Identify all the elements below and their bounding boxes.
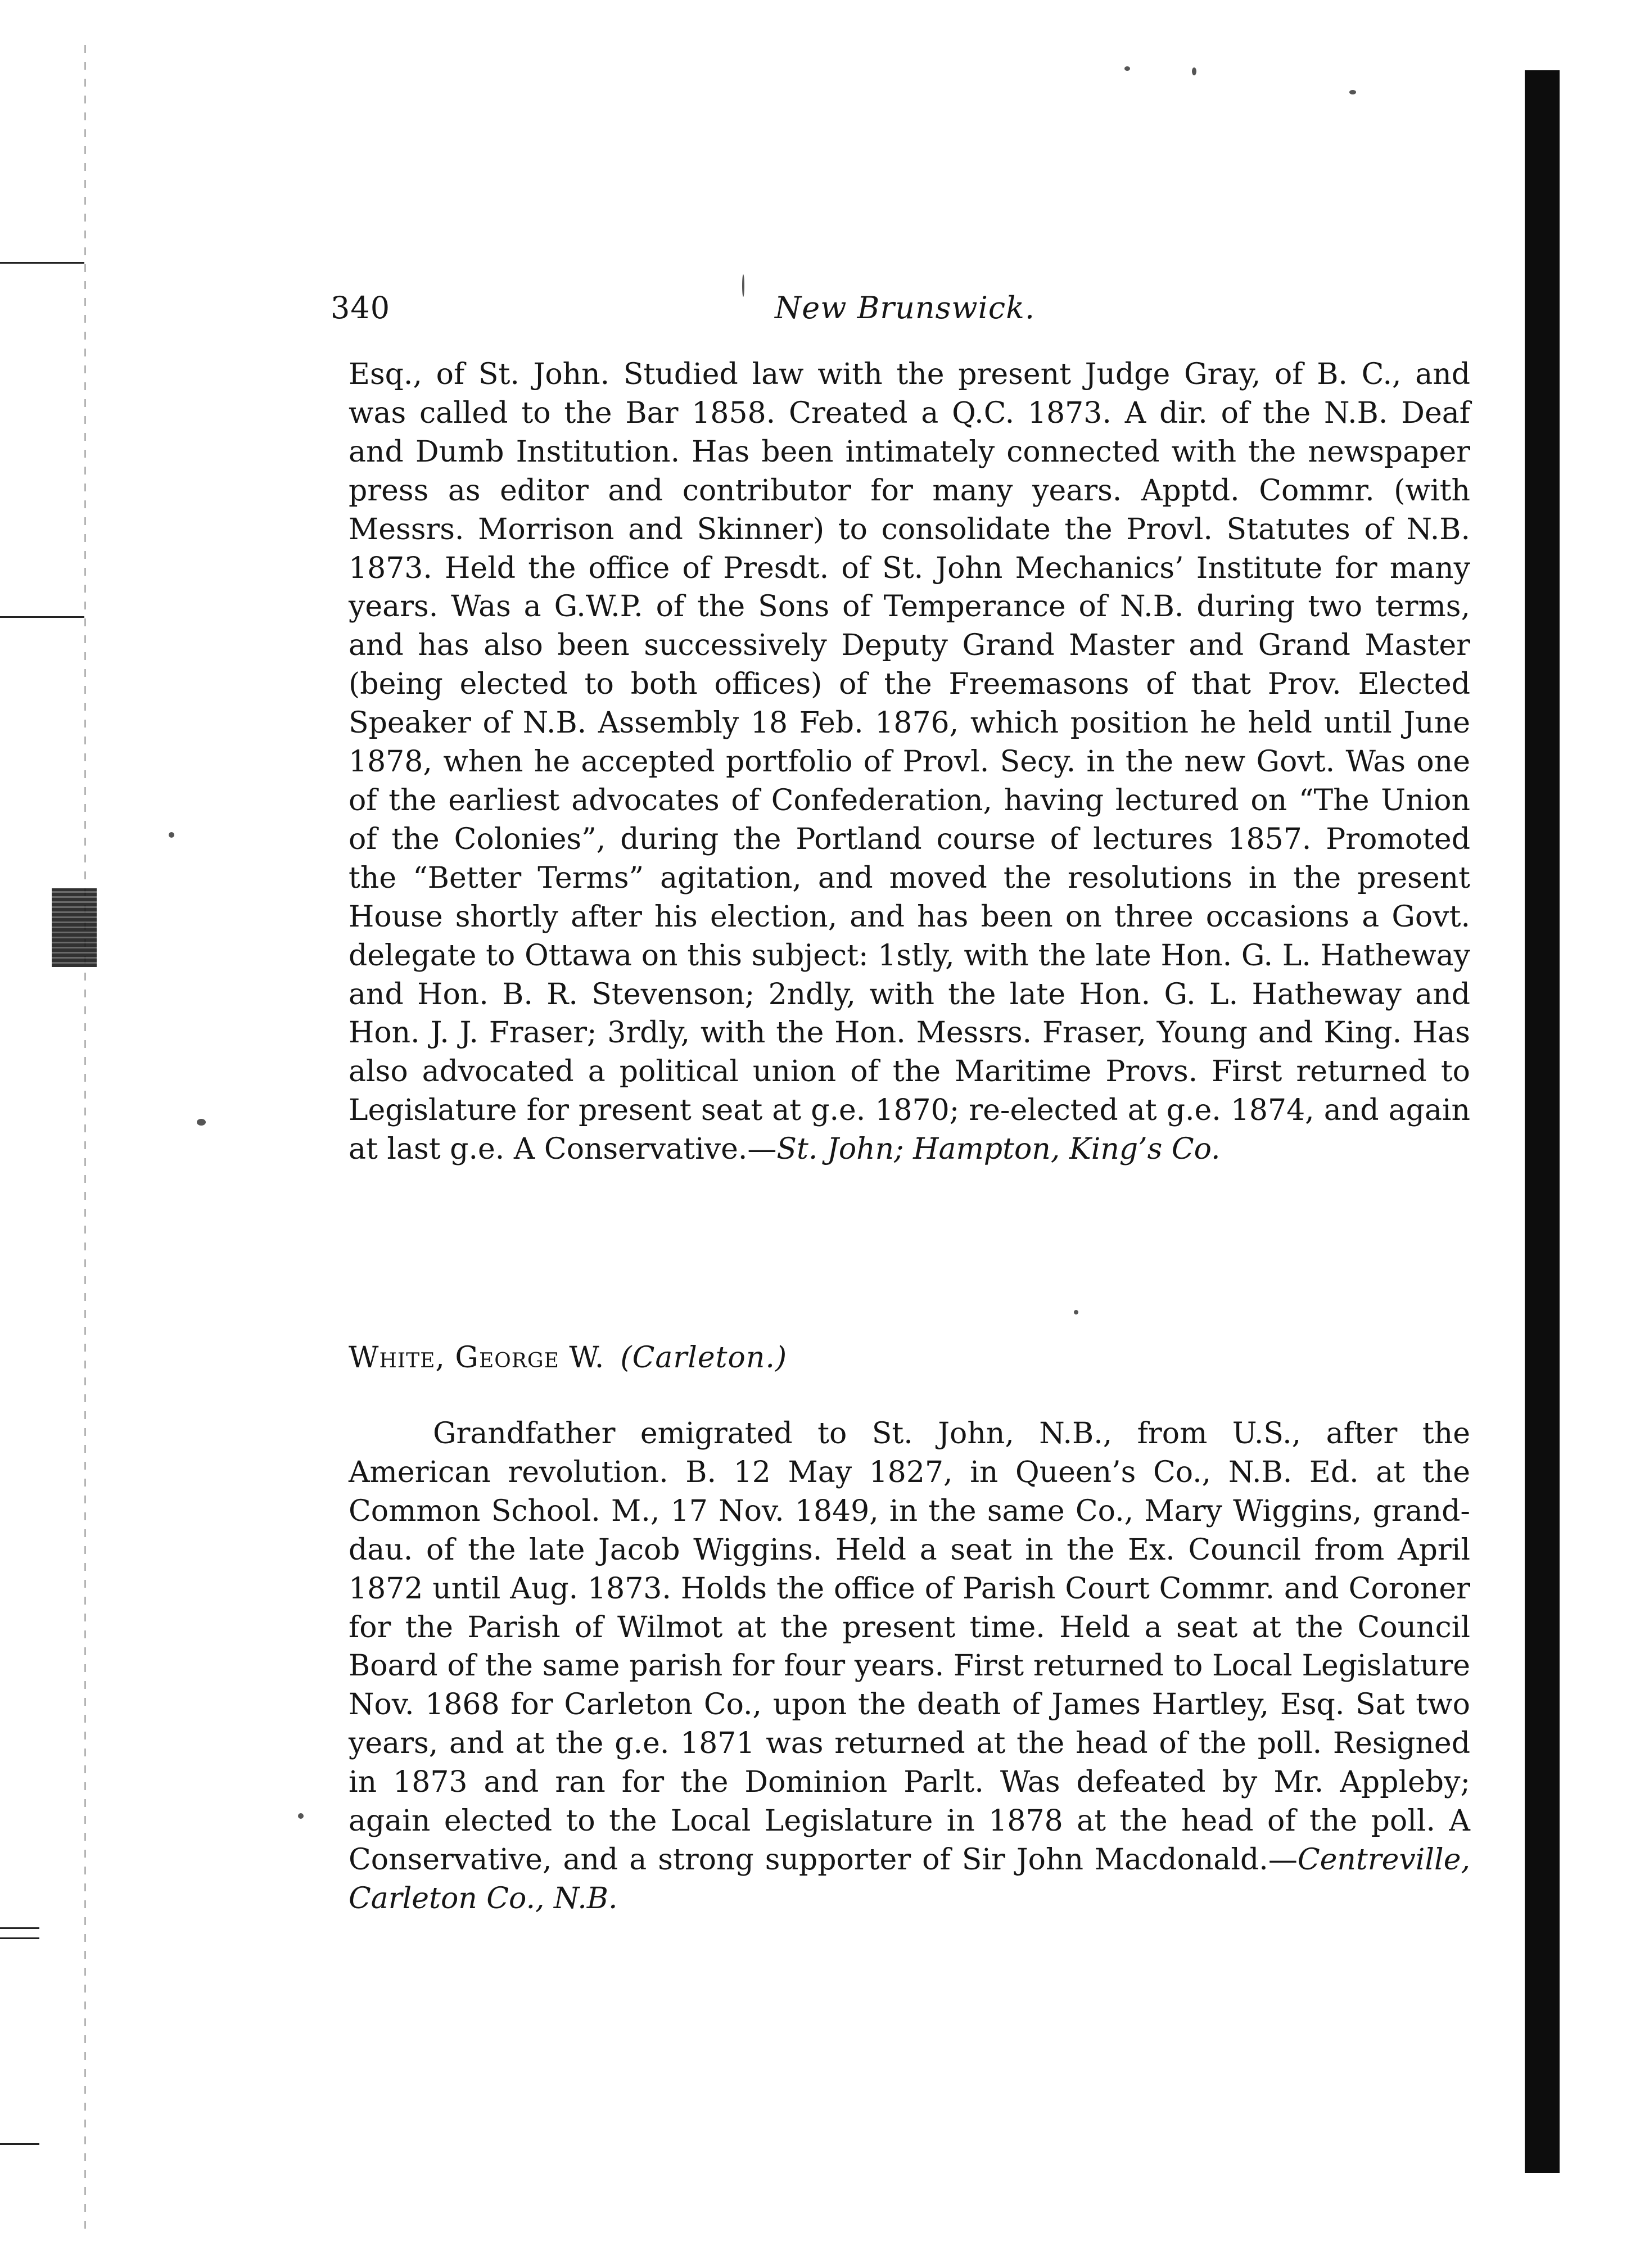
continued-entry-address: St. John; Hampton, King’s Co. [776,1132,1221,1167]
scan-margin-tick [0,2143,39,2145]
scan-dark-edge [1525,70,1560,2173]
scan-speck [1124,66,1130,71]
entry-address: Centreville, Carleton Co., N.B. [349,1842,1470,1915]
scan-margin-tick [0,616,84,618]
page-header [331,290,1433,335]
scan-margin-tick [0,1927,39,1929]
continued-entry-body: Esq., of St. John. Studied law with the present Judge Gray, of B. C., and was called to the Bar 1858. Created a Q.C. 1873. A dir. of the N.B. Deaf and Dumb Institution. Has been intimately connected with the newspaper press as editor and contributor for many years. Apptd. Commr. (with Messrs. Morrison and Skinner) to consolidate the Provl. Statutes of N.B. 1873. Held the office of Presdt. of St. John Mechanics’ Institute for many years. Was a G.W.P. of the Sons of Temperance of N.B. during two terms, and has also been successively Deputy Grand Master and Grand Master (being elected to both offices) of the Freemasons of that Prov. Elected Speaker of N.B. Assembly 18 Feb. 1876, which position he held until June 1878, when he accepted portfolio of Provl. Secy. in the new Govt. Was one of the earliest advocates of Confederation, having lectured on “The Union of the Colonies”, during the Portland course of lectures 1857. Promoted the “Better Terms” agitation, and moved the resolutions in the present House shortly after his election, and has been on three occasions a Govt. delegate to Ottawa on this subject: 1stly, with the late Hon. G. L. Hatheway and Hon. B. R. Stevenson; 2ndly, with the late Hon. G. L. Hatheway and Hon. J. J. Fraser; 3rdly, with the Hon. Messrs. Fraser, Young and King. Has also advocated a political union of the Maritime Provs. First returned to Legislature for present seat at g.e. 1870; re-elected at g.e. 1874, and again at last g.e. A Conservative.— [349,358,1470,1167]
scan-margin-tick [0,1937,39,1939]
entry-name: White, George W. [349,1341,605,1375]
entry-heading [349,1341,787,1375]
scan-speck [197,1119,206,1126]
scan-speck [298,1813,304,1819]
scan-speck [1074,1310,1078,1314]
entry-body: Grandfather emigrated to St. John, N.B., from U.S., after the American revolution. B. 12 May 1827, in Queen’s Co., N.B. Ed. at the Common School. M., 17 Nov. 1849, in the same Co., Mary Wiggins, grand-dau. of the late Jacob Wiggins. Held a seat in the Ex. Council from April 1872 until Aug. 1873. Holds the office of Parish Court Commr. and Coroner for the Parish of Wilmot at the present time. Held a seat at the Council Board of the same parish for four years. First returned to Local Legislature Nov. 1868 for Carleton Co., upon the death of James Hartley, Esq. Sat two years, and at the g.e. 1871 was returned at the head of the poll. Resigned in 1873 and ran for the Dominion Parlt. Was defeated by Mr. Appleby; again elected to the Local Legislature in 1878 at the head of the poll. A Conservative, and a strong supporter of Sir John Macdonald.— [349,1417,1470,1877]
running-title: New Brunswick. [775,290,1035,326]
scan-binding-mark [52,888,97,967]
scan-speck [169,832,174,838]
scan-margin-tick [0,262,84,264]
scan-speck [1349,90,1356,94]
entry-constituency: (Carleton.) [620,1341,788,1375]
entry-text [349,1415,1470,1954]
page-number: 340 [331,290,391,326]
scan-edge-line [84,45,86,2238]
continued-entry-text [349,355,1470,1289]
scan-speck [1192,67,1196,75]
